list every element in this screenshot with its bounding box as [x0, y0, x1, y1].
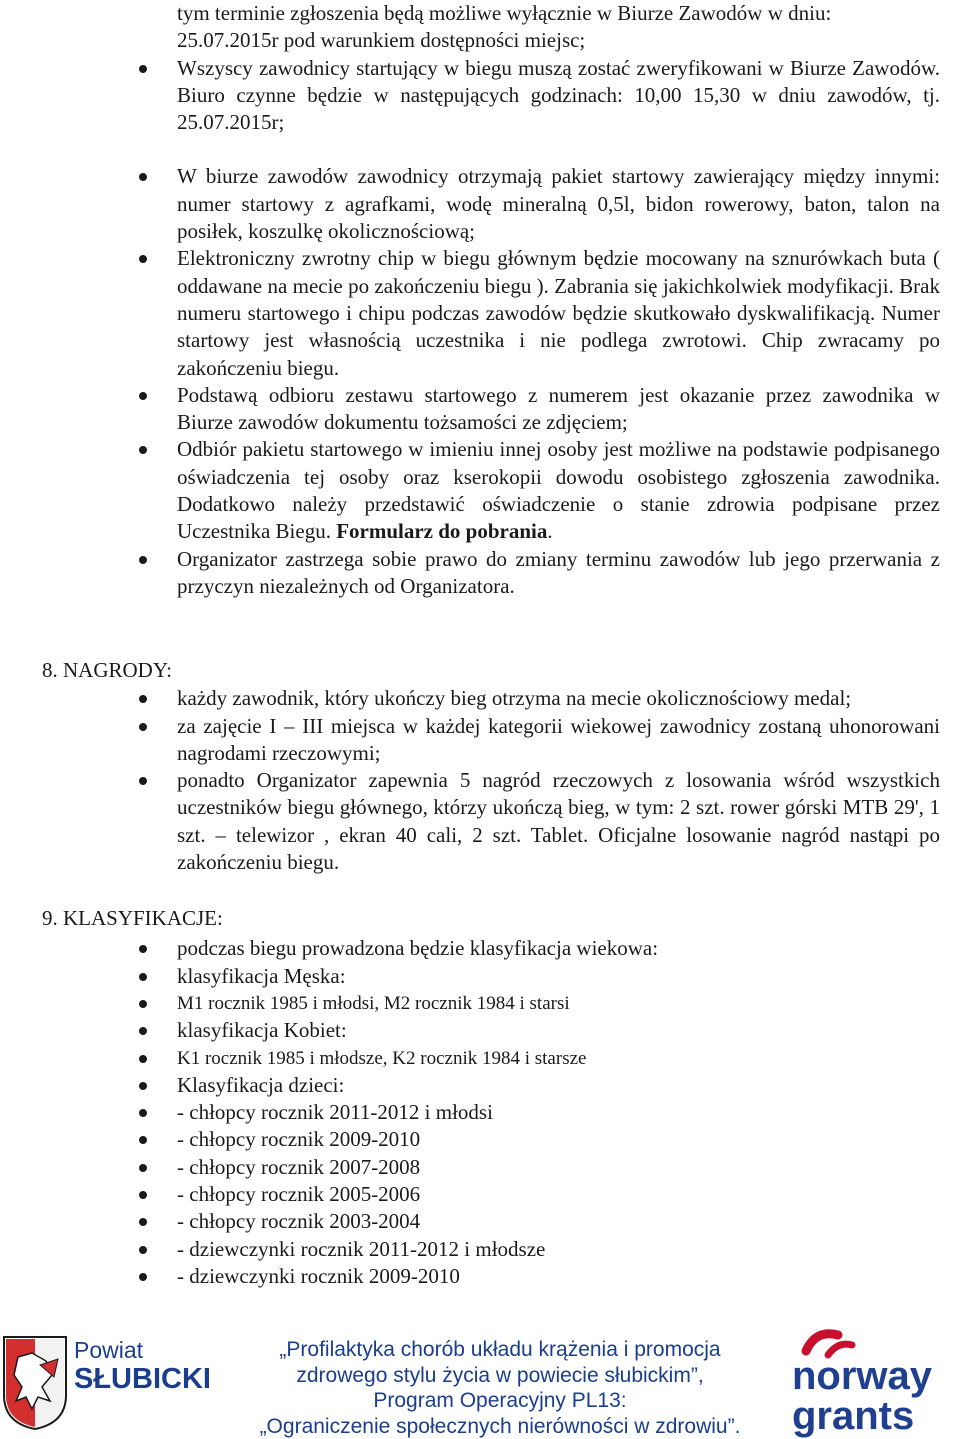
- intro-bullet-list: [0, 55, 960, 601]
- list-item: [177, 767, 940, 876]
- classification-text: - chłopcy rocznik 2007-2008: [177, 1154, 421, 1179]
- classification-text: M1 rocznik 1985 i młodsi, M2 rocznik 1984 i starsi: [177, 992, 570, 1014]
- bullet-icon: [139, 173, 147, 181]
- classification-text: klasyfikacja Męska:: [177, 963, 346, 988]
- classification-text: - chłopcy rocznik 2009-2010: [177, 1127, 421, 1152]
- bullet-text-verification: Wszyscy zawodnicy startujący w biegu muszą zostać zweryfikowani w Biurze Zawodów. Biuro czynne będzie w następujących godzinach: 10,00 15,30 w dniu zawodów, tj. 25.07.2015r;: [177, 55, 940, 135]
- bullet-icon: [139, 1246, 147, 1254]
- list-item: [177, 1045, 940, 1072]
- section-8-list: [0, 685, 960, 876]
- list-item: [177, 55, 940, 137]
- bullet-icon: [139, 556, 147, 564]
- list-item: [177, 436, 940, 545]
- section-8-heading: 8. NAGRODY:: [42, 658, 172, 683]
- powiat-label: Powiat: [74, 1337, 144, 1363]
- list-item: [177, 1017, 940, 1044]
- list-item: [177, 1126, 940, 1153]
- project-title: [240, 1337, 760, 1439]
- bullet-icon: [139, 1027, 147, 1035]
- list-item: [177, 245, 940, 381]
- classification-text: - chłopcy rocznik 2011-2012 i młodsi: [177, 1100, 493, 1125]
- project-line: zdrowego stylu życia w powiecie słubickim”,: [296, 1363, 704, 1387]
- classification-text: podczas biegu prowadzona będzie klasyfikacja wiekowa:: [177, 936, 659, 961]
- bullet-icon: [139, 1273, 147, 1281]
- list-item: [177, 382, 940, 437]
- bullet-icon: [139, 777, 147, 785]
- bullet-icon: [139, 723, 147, 731]
- classification-text: Klasyfikacja dzieci:: [177, 1072, 345, 1097]
- prize-medal-text: każdy zawodnik, który ukończy bieg otrzyma na mecie okolicznościowy medal;: [177, 686, 852, 711]
- list-item: [177, 1263, 940, 1290]
- list-item: [177, 685, 940, 712]
- classification-text: - dziewczynki rocznik 2011-2012 i młodsze: [177, 1236, 546, 1261]
- bullet-icon: [139, 1109, 147, 1117]
- bullet-icon: [139, 1000, 147, 1008]
- norway-grants-logo: [788, 1325, 960, 1439]
- bullet-text-organizer-rights: Organizator zastrzega sobie prawo do zmiany terminu zawodów lub jego przerwania z przyczyn niezależnych od Organizatora.: [177, 546, 940, 598]
- bullet-icon: [139, 1055, 147, 1063]
- list-item: [177, 1072, 940, 1099]
- bullet-icon: [139, 1136, 147, 1144]
- bullet-icon: [139, 1082, 147, 1090]
- list-item: [177, 963, 940, 990]
- bullet-icon: [139, 695, 147, 703]
- powiat-crest-icon: [2, 1335, 68, 1431]
- bullet-icon: [139, 255, 147, 263]
- list-item: [177, 990, 940, 1017]
- list-item: [177, 1154, 940, 1181]
- bullet-text-starter-pack: W biurze zawodów zawodnicy otrzymają pakiet startowy zawierający między innymi: numer startowy z agrafkami, wodę mineralną 0,5l, bidon rowerowy, baton, talon na posiłek, koszulkę okolicznościową;: [177, 164, 940, 244]
- norway-grants-emblem-icon: [806, 1334, 852, 1355]
- bullet-icon: [139, 973, 147, 981]
- grants-wordmark: grants: [792, 1394, 915, 1438]
- list-item: [177, 1236, 940, 1263]
- classification-text: K1 rocznik 1985 i młodsze, K2 rocznik 1984 i starsze: [177, 1047, 587, 1069]
- powiat-name: SŁUBICKI: [74, 1363, 211, 1395]
- list-item: [177, 1181, 940, 1208]
- form-download-link[interactable]: Formularz do pobrania: [336, 519, 548, 544]
- classification-text: klasyfikacja Kobiet:: [177, 1018, 347, 1043]
- bullet-icon: [139, 1218, 147, 1226]
- project-line: „Profilaktyka chorób układu krążenia i promocja: [279, 1338, 721, 1361]
- project-line: Program Operacyjny PL13:: [373, 1389, 627, 1413]
- page-footer: [0, 1325, 960, 1439]
- bullet-icon: [139, 65, 147, 73]
- bullet-text-id-document: Podstawą odbioru zestawu startowego z numerem jest okazanie przez zawodnika w Biurze zawodów dokumentu tożsamości ze zdjęciem;: [177, 382, 940, 435]
- classification-text: - chłopcy rocznik 2003-2004: [177, 1209, 421, 1234]
- form-link-period: .: [547, 519, 553, 544]
- project-line: „Ograniczenie społecznych nierówności w zdrowiu”.: [259, 1414, 741, 1438]
- section-9-list: [0, 935, 960, 1290]
- continuation-line-1: tym terminie zgłoszenia będą możliwe wyłącznie w Biurze Zawodów w dniu:: [177, 1, 832, 25]
- bullet-icon: [139, 392, 147, 400]
- list-item: [177, 1208, 940, 1235]
- norway-wordmark: norway: [792, 1354, 933, 1398]
- list-item: [177, 546, 940, 601]
- bullet-text-proxy-pickup: Odbiór pakietu startowego w imieniu innej osoby jest możliwe na podstawie podpisanego oświadczenia tej osoby oraz kserokopii dowodu osobistego zgłoszenia zawodnika. Dodatkowo należy przedstawić oświadczenie o stanie zdrowia podpisane przez Uczestnika Biegu.: [177, 437, 940, 544]
- list-item: [177, 1099, 940, 1126]
- bullet-icon: [139, 1191, 147, 1199]
- prize-places-text: za zajęcie I – III miejsca w każdej kategorii wiekowej zawodnicy zostaną uhonorowani nagrodami rzeczowymi;: [177, 713, 940, 765]
- classification-text: - chłopcy rocznik 2005-2006: [177, 1181, 421, 1206]
- list-item: [177, 935, 940, 962]
- bullet-text-chip: Elektroniczny zwrotny chip w biegu głównym będzie mocowany na sznurówkach buta ( oddawane na mecie po zakończeniu biegu ). Zabrania się jakichkolwiek modyfikacji. Brak numeru startowego i chipu podczas zawodów będzie skutkowało dyskwalifikacją. Numer startowy jest własnością uczestnika i nie podlega zwrotowi. Chip zwracamy po zakończeniu biegu.: [177, 246, 940, 380]
- classification-text: - dziewczynki rocznik 2009-2010: [177, 1263, 460, 1288]
- list-item: [177, 163, 940, 245]
- continuation-line-2: 25.07.2015r pod warunkiem dostępności miejsc;: [177, 28, 586, 53]
- list-item: [177, 713, 940, 768]
- bullet-icon: [139, 446, 147, 454]
- bullet-icon: [139, 1164, 147, 1172]
- bullet-icon: [139, 945, 147, 953]
- prize-lottery-text: ponadto Organizator zapewnia 5 nagród rzeczowych z losowania wśród wszystkich uczestników biegu głównego, którzy ukończą bieg, w tym: 2 szt. rower górski MTB 29', 1 szt. – telewizor , ekran 40 cali, 2 szt. Tablet. Oficjalne losowanie nagród nastąpi po zakończeniu biegu.: [177, 768, 940, 875]
- section-9-heading: 9. KLASYFIKACJE:: [42, 906, 223, 931]
